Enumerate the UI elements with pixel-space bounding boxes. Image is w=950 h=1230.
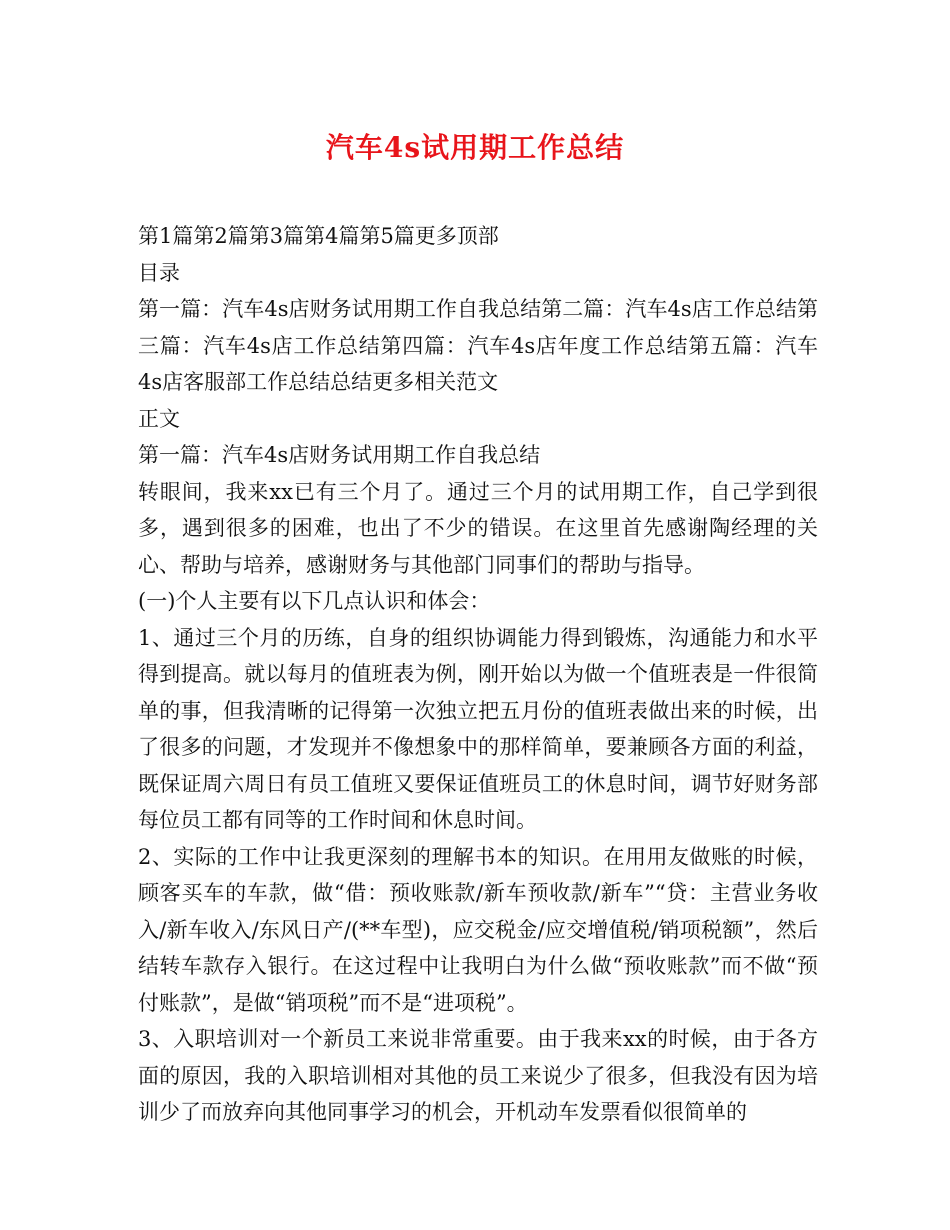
paragraph: 3、入职培训对一个新员工来说非常重要。由于我来xx的时候，由于各方面的原因，我的入职培训相对其他的员工来说少了很多，但我没有因为培训少了而放弃向其他同事学习的机会，开机动车发票看似很简单的 xyxy=(138,1027,818,1124)
toc-text: 第一篇：汽车4s店财务试用期工作自我总结第二篇：汽车4s店工作总结第三篇：汽车4s店工作总结第四篇：汽车4s店年度工作总结第五篇：汽车4s店客服部工作总结总结更多相关范文 xyxy=(138,297,818,394)
paragraph: 1、通过三个月的历练，自身的组织协调能力得到锻炼，沟通能力和水平得到提高。就以每月的值班表为例，刚开始以为做一个值班表是一件很简单的事，但我清晰的记得第一次独立把五月份的值班表做出来的时候，出了很多的问题，才发现并不像想象中的那样简单，要兼顾各方面的利益，既保证周六周日有员工值班又要保证值班员工的休息时间，调节好财务部每位员工都有同等的工作时间和休息时间。 xyxy=(138,625,818,832)
document-title: 汽车4s试用期工作总结 xyxy=(325,131,625,164)
paragraph: (一)个人主要有以下几点认识和体会： xyxy=(138,589,491,613)
paragraph: 2、实际的工作中让我更深刻的理解书本的知识。在用用友做账的时候，顾客买车的车款，做“借：预收账款/新车预收款/新车”“贷：主营业务收入/新车收入/东风日产/(**车型)，应交税金/应交增值税/销项税额”，然后结转车款存入银行。在这过程中让我明白为什么做“预收账款”而不做“预付账款”，是做“销项税”而不是“进项税”。 xyxy=(138,844,818,1015)
document-body xyxy=(138,218,818,1131)
toc-heading: 目录 xyxy=(138,260,180,285)
paragraph: 转眼间，我来xx已有三个月了。通过三个月的试用期工作，自己学到很多，遇到很多的困难，也出了不少的错误。在这里首先感谢陶经理的关心、帮助与培养，感谢财务与其他部门同事们的帮助与指导。 xyxy=(138,479,818,577)
nav-line: 第1篇第2篇第3篇第4篇第5篇更多顶部 xyxy=(138,224,499,248)
body-heading: 正文 xyxy=(138,406,180,431)
section-title: 第一篇：汽车4s店财务试用期工作自我总结 xyxy=(138,443,541,467)
